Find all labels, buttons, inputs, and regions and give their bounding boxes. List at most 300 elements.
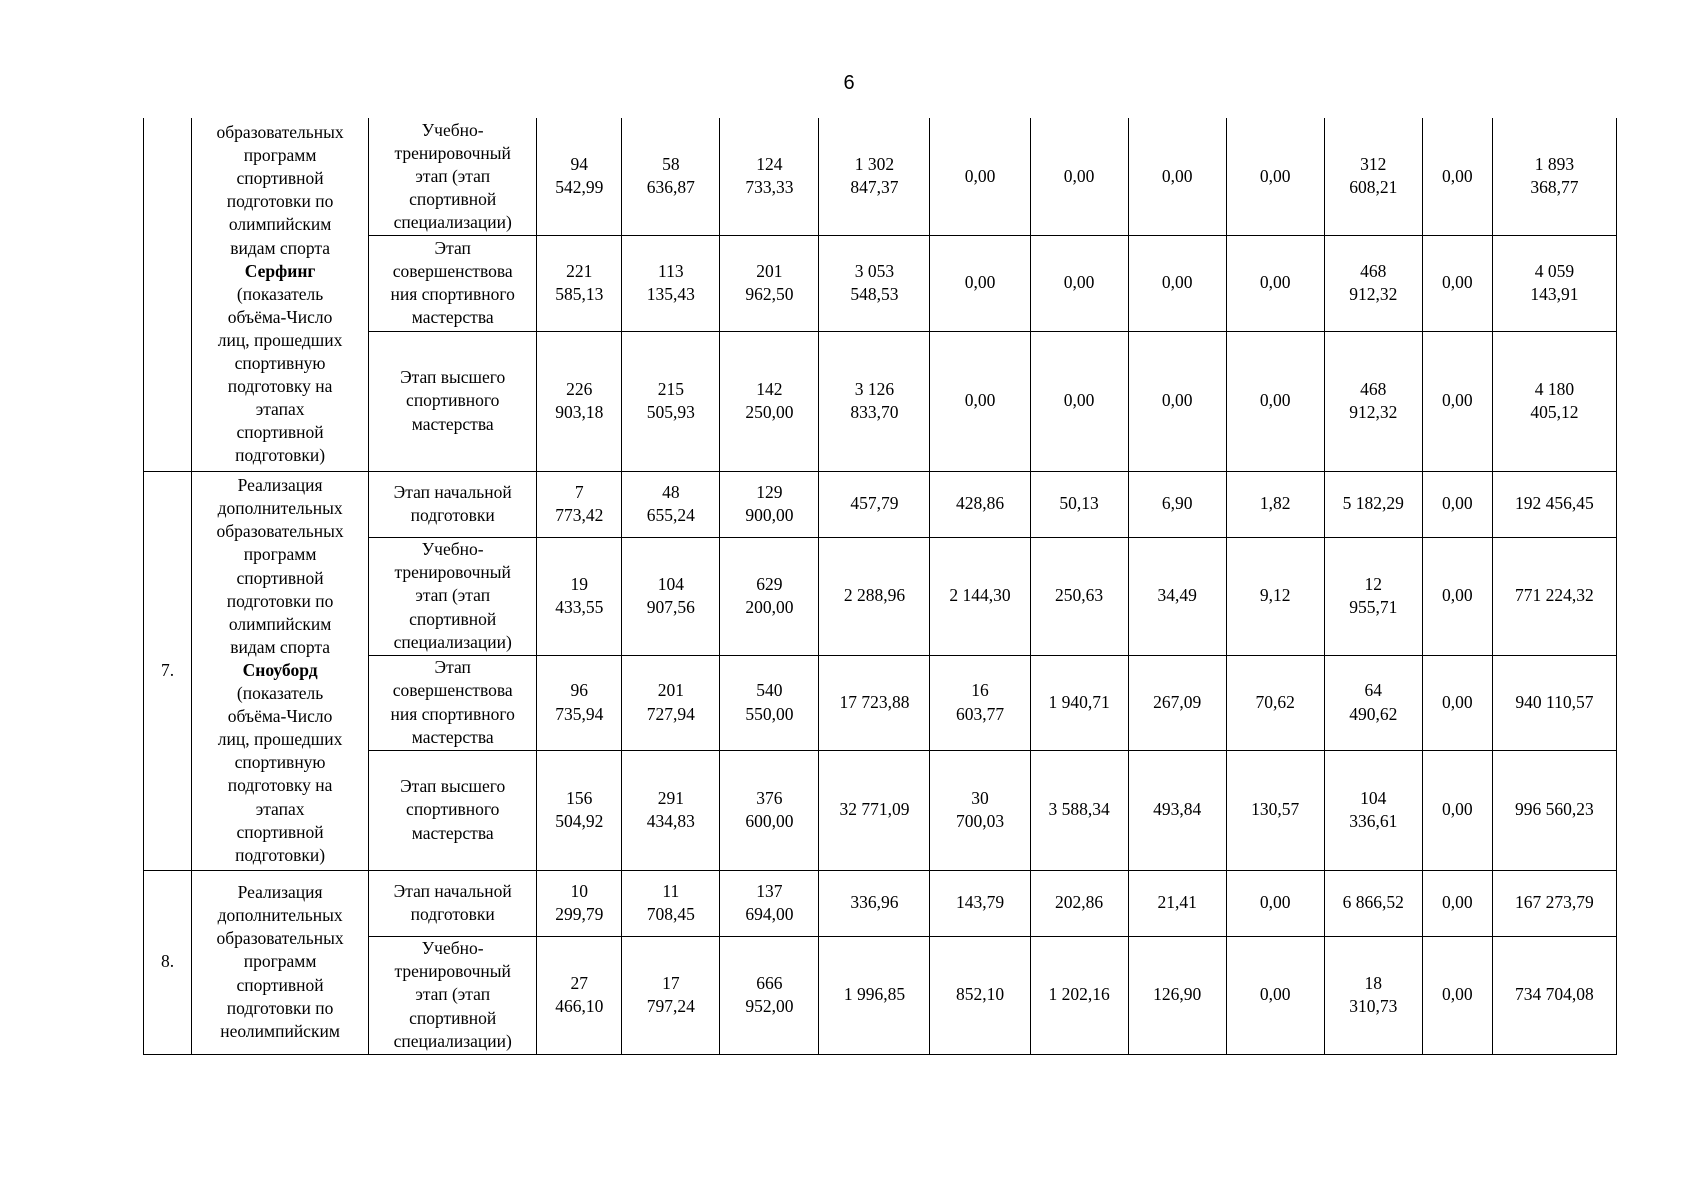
value-text: 0,00 — [1259, 984, 1291, 1005]
value-text: 1 996,85 — [843, 984, 906, 1005]
value-cell — [930, 537, 1030, 655]
value-text: 167 273,79 — [1515, 892, 1594, 913]
stage-text-line: мастерства — [411, 307, 494, 328]
table-body — [144, 118, 1617, 1054]
value-cell — [1492, 936, 1616, 1054]
value-cell — [1128, 750, 1226, 870]
value-cell — [1324, 118, 1422, 235]
stage-text-line: совершенствова — [392, 260, 513, 281]
stage-text-line: тренировочный — [394, 961, 511, 982]
value-text: 457,79 — [850, 493, 899, 514]
value-text: 58 — [662, 154, 680, 175]
value-text: 142 — [756, 378, 783, 399]
value-text: 250,00 — [745, 402, 794, 422]
stage-name — [369, 655, 537, 750]
stage-text-line: спортивного — [406, 390, 500, 411]
value-text: 940 110,57 — [1515, 691, 1594, 712]
value-text: 312 — [1360, 154, 1387, 175]
stage-text-line: ния спортивного — [390, 284, 515, 304]
value-cell — [1226, 331, 1324, 471]
value-cell — [537, 331, 622, 471]
value-cell — [1324, 936, 1422, 1054]
stage-text-line: спортивной — [409, 188, 497, 209]
value-text: 215 — [657, 378, 684, 399]
value-cell — [1128, 471, 1226, 537]
value-text: 1 893 — [1534, 154, 1575, 175]
stage-name — [369, 870, 537, 936]
value-text: 201 — [657, 680, 684, 701]
value-cell — [622, 118, 720, 235]
value-cell — [720, 750, 819, 870]
value-text: 428,86 — [955, 493, 1005, 514]
stage-text-line: тренировочный — [394, 142, 511, 163]
value-text: 126,90 — [1153, 984, 1202, 1005]
stage-text-line: мастерства — [411, 726, 494, 747]
value-text: 903,18 — [555, 402, 604, 422]
stage-name — [369, 118, 537, 235]
program-text-line: дополнительных — [217, 498, 343, 519]
stage-text-line: Этап высшего — [400, 776, 506, 797]
value-cell — [1422, 471, 1492, 537]
program-text-line: спортивную — [234, 352, 326, 373]
value-cell — [1128, 870, 1226, 936]
value-text: 16 — [971, 680, 989, 701]
value-cell — [720, 537, 819, 655]
value-text: 21,41 — [1157, 892, 1197, 913]
value-cell — [819, 331, 930, 471]
value-cell — [622, 750, 720, 870]
value-text: 504,92 — [555, 811, 604, 831]
value-cell — [1226, 655, 1324, 750]
value-cell — [1030, 471, 1128, 537]
stage-text-line: мастерства — [411, 822, 494, 843]
program-text-line: спортивной — [236, 821, 324, 842]
value-text: 900,00 — [745, 505, 794, 525]
value-cell — [930, 118, 1030, 235]
value-text: 771 224,32 — [1515, 585, 1594, 606]
stage-text-line: подготовки — [410, 505, 495, 525]
value-text: 0,00 — [964, 165, 996, 186]
value-text: 11 — [662, 880, 680, 901]
value-text: 96 — [570, 680, 589, 701]
value-text: 156 — [566, 787, 593, 808]
value-cell — [1422, 750, 1492, 870]
program-text-line: подготовки по — [226, 590, 334, 611]
value-text: 700,03 — [955, 811, 1005, 831]
value-text: 267,09 — [1153, 691, 1202, 712]
value-cell — [819, 537, 930, 655]
value-cell — [1226, 118, 1324, 235]
value-text: 540 — [756, 680, 783, 701]
value-text: 19 — [570, 573, 589, 594]
value-text: 405,12 — [1530, 402, 1579, 422]
value-cell — [1128, 655, 1226, 750]
value-cell — [1030, 537, 1128, 655]
value-text: 636,87 — [646, 177, 695, 198]
value-text: 130,57 — [1251, 799, 1300, 820]
value-text: 466,10 — [555, 996, 604, 1016]
value-text: 18 — [1364, 972, 1383, 993]
stage-text-line: спортивной — [409, 1007, 497, 1028]
value-text: 0,00 — [1442, 493, 1473, 514]
value-text: 4 180 — [1534, 378, 1575, 399]
value-cell — [930, 655, 1030, 750]
value-text: 27 — [570, 972, 589, 993]
value-text: 6,90 — [1161, 493, 1193, 514]
value-cell — [1492, 118, 1616, 235]
value-cell — [819, 936, 930, 1054]
value-text: 50,13 — [1059, 493, 1099, 514]
value-cell — [930, 331, 1030, 471]
program-text-line: олимпийским — [228, 214, 332, 235]
value-cell — [1128, 936, 1226, 1054]
value-text: 773,42 — [555, 505, 604, 525]
value-text: 0,00 — [1161, 165, 1193, 186]
value-text: 548,53 — [850, 284, 899, 304]
value-text: 250,63 — [1055, 585, 1104, 606]
program-text-line: объёма-Число — [227, 706, 333, 727]
value-text: 996 560,23 — [1515, 799, 1594, 820]
value-cell — [720, 936, 819, 1054]
page-number: 6 — [843, 72, 855, 94]
value-text: 192 456,45 — [1515, 493, 1594, 514]
value-cell — [1324, 750, 1422, 870]
program-text-line: образовательных — [216, 521, 344, 542]
value-cell — [720, 331, 819, 471]
value-cell — [1324, 537, 1422, 655]
value-cell — [1324, 235, 1422, 331]
program-text-line: образовательных — [216, 122, 344, 143]
value-cell — [1226, 471, 1324, 537]
value-text: 0,00 — [1259, 165, 1291, 186]
value-cell — [1030, 750, 1128, 870]
value-cell — [1324, 655, 1422, 750]
value-text: 433,55 — [555, 597, 604, 617]
row-index: 7. — [144, 471, 192, 870]
program-text-line: подготовки по — [226, 191, 334, 212]
value-cell — [819, 118, 930, 235]
stage-text-line: совершенствова — [392, 680, 513, 701]
value-text: 797,24 — [646, 996, 695, 1016]
value-text: 493,84 — [1153, 799, 1202, 820]
stage-text-line: Этап — [434, 657, 471, 678]
stage-text-line: подготовки — [410, 904, 495, 924]
value-cell — [622, 331, 720, 471]
value-cell — [720, 235, 819, 331]
value-text: 955,71 — [1349, 597, 1398, 617]
value-cell — [537, 235, 622, 331]
program-text-line: программ — [243, 145, 317, 166]
value-text: 0,00 — [1259, 390, 1291, 411]
stage-text-line: Учебно- — [421, 539, 484, 560]
value-cell — [819, 655, 930, 750]
value-cell — [1030, 655, 1128, 750]
value-text: 0,00 — [964, 390, 996, 411]
value-cell — [1226, 537, 1324, 655]
value-text: 0,00 — [1161, 272, 1193, 293]
value-text: 550,00 — [745, 703, 794, 724]
program-text-line: образовательных — [216, 928, 344, 949]
value-text: 847,37 — [850, 177, 899, 198]
value-text: 34,49 — [1157, 585, 1197, 606]
value-cell — [1226, 750, 1324, 870]
value-text: 542,99 — [555, 177, 604, 198]
value-text: 336,61 — [1349, 811, 1398, 831]
value-text: 0,00 — [1442, 585, 1473, 606]
value-cell — [1422, 537, 1492, 655]
value-cell — [1324, 331, 1422, 471]
value-text: 104 — [1360, 787, 1387, 808]
value-cell — [1492, 870, 1616, 936]
stage-text-line: спортивного — [406, 799, 500, 820]
program-text-line: лиц, прошедших — [217, 329, 343, 350]
value-text: 0,00 — [1063, 390, 1095, 411]
stage-text-line: Этап начальной — [393, 880, 512, 901]
value-text: 1 202,16 — [1048, 984, 1110, 1005]
stage-text-line: специализации) — [393, 631, 512, 652]
row-index — [144, 118, 192, 471]
stage-text-line: Этап начальной — [393, 481, 512, 502]
program-text-line: объёма-Число — [227, 306, 333, 327]
value-text: 2 144,30 — [949, 585, 1011, 606]
value-text: 94 — [570, 154, 589, 175]
program-text-line: спортивную — [234, 752, 326, 773]
value-text: 708,45 — [646, 904, 695, 924]
value-text: 600,00 — [745, 811, 794, 831]
program-text-line: Реализация — [237, 475, 323, 496]
value-text: 64 — [1364, 680, 1383, 701]
value-text: 202,86 — [1055, 892, 1104, 913]
value-cell — [622, 471, 720, 537]
value-text: 833,70 — [850, 402, 899, 422]
value-cell — [1492, 471, 1616, 537]
value-cell — [1128, 537, 1226, 655]
program-text-line: подготовки) — [235, 445, 326, 466]
program-text-line: спортивной — [236, 422, 324, 443]
value-text: 735,94 — [555, 703, 604, 724]
value-text: 490,62 — [1349, 703, 1398, 724]
value-text: 17 — [662, 972, 680, 993]
value-text: 0,00 — [1442, 799, 1473, 820]
value-text: 104 — [657, 573, 684, 594]
program-description — [192, 118, 369, 471]
budget-table — [143, 118, 1617, 1055]
value-cell — [1030, 870, 1128, 936]
stage-text-line: Этап — [434, 237, 471, 258]
value-text: 962,50 — [745, 284, 794, 304]
stage-text-line: специализации) — [393, 1030, 512, 1051]
value-text: 4 059 — [1534, 260, 1575, 281]
program-text-line: этапах — [255, 399, 305, 420]
program-text-line: неолимпийским — [220, 1020, 340, 1041]
value-text: 3 588,34 — [1048, 799, 1110, 820]
value-cell — [537, 750, 622, 870]
value-text: 143,79 — [955, 892, 1005, 913]
program-text-line: подготовки) — [235, 844, 326, 865]
table-row — [144, 118, 1617, 235]
value-text: 912,32 — [1349, 402, 1398, 422]
sport-name: Сноуборд — [242, 659, 318, 680]
program-description — [192, 471, 369, 870]
value-text: 0,00 — [1259, 272, 1291, 293]
value-text: 368,77 — [1530, 177, 1579, 198]
value-cell — [1128, 118, 1226, 235]
value-cell — [1226, 870, 1324, 936]
value-text: 907,56 — [646, 597, 695, 617]
stage-text-line: ния спортивного — [390, 703, 515, 724]
table-row — [144, 471, 1617, 537]
program-text-line: Реализация — [237, 882, 323, 903]
value-text: 3 126 — [854, 378, 895, 399]
value-cell — [537, 537, 622, 655]
value-text: 2 288,96 — [843, 585, 906, 606]
program-text-line: спортивной — [236, 974, 324, 995]
stage-text-line: Учебно- — [421, 938, 484, 959]
value-text: 1 302 — [854, 154, 895, 175]
value-cell — [1128, 331, 1226, 471]
value-text: 734 704,08 — [1515, 984, 1594, 1005]
value-text: 0,00 — [1161, 390, 1193, 411]
value-text: 6 866,52 — [1342, 892, 1404, 913]
value-text: 7 — [574, 481, 584, 502]
stage-text-line: этап (этап — [415, 984, 491, 1005]
value-cell — [1422, 331, 1492, 471]
value-text: 310,73 — [1349, 996, 1398, 1016]
value-text: 291 — [657, 787, 684, 808]
value-text: 0,00 — [1442, 984, 1473, 1005]
value-cell — [819, 750, 930, 870]
value-cell — [819, 870, 930, 936]
program-text-line: программ — [243, 951, 317, 972]
value-text: 852,10 — [955, 984, 1005, 1005]
value-cell — [1226, 936, 1324, 1054]
value-text: 0,00 — [1063, 165, 1095, 186]
value-text: 629 — [756, 573, 783, 594]
value-text: 143,91 — [1530, 284, 1579, 304]
program-text-line: спортивной — [236, 168, 324, 189]
value-cell — [720, 471, 819, 537]
value-text: 221 — [566, 260, 593, 281]
value-text: 505,93 — [646, 402, 695, 422]
program-text-line: дополнительных — [217, 905, 343, 926]
value-text: 468 — [1360, 260, 1387, 281]
value-cell — [1492, 235, 1616, 331]
value-cell — [720, 870, 819, 936]
value-cell — [1492, 537, 1616, 655]
program-text-line: подготовку на — [227, 376, 333, 397]
row-index: 8. — [144, 870, 192, 1054]
value-text: 0,00 — [1442, 691, 1473, 712]
table-row — [144, 870, 1617, 936]
value-text: 434,83 — [646, 811, 695, 831]
stage-name — [369, 750, 537, 870]
value-text: 48 — [662, 481, 680, 502]
value-text: 694,00 — [745, 904, 794, 924]
stage-text-line: специализации) — [393, 211, 512, 232]
program-text-line: лиц, прошедших — [217, 729, 343, 750]
value-cell — [1422, 655, 1492, 750]
value-cell — [930, 471, 1030, 537]
stage-text-line: этап (этап — [415, 585, 491, 606]
value-text: 952,00 — [745, 996, 794, 1016]
stage-name — [369, 235, 537, 331]
value-cell — [1030, 118, 1128, 235]
value-text: 0,00 — [1063, 272, 1095, 293]
program-text-line: олимпийским — [228, 613, 332, 634]
value-text: 113 — [658, 260, 684, 281]
value-cell — [622, 870, 720, 936]
value-cell — [1422, 118, 1492, 235]
value-cell — [720, 655, 819, 750]
stage-name — [369, 537, 537, 655]
stage-text-line: мастерства — [411, 413, 494, 434]
program-text-line: подготовку на — [227, 775, 333, 796]
value-text: 0,00 — [1442, 165, 1473, 186]
value-cell — [930, 936, 1030, 1054]
value-cell — [930, 870, 1030, 936]
value-text: 137 — [756, 880, 783, 901]
value-cell — [819, 471, 930, 537]
value-cell — [930, 750, 1030, 870]
value-cell — [930, 235, 1030, 331]
program-text-line: (показатель — [236, 683, 324, 704]
value-cell — [622, 235, 720, 331]
program-text-line: (показатель — [236, 283, 324, 304]
value-text: 0,00 — [1442, 892, 1473, 913]
value-text: 0,00 — [1259, 892, 1291, 913]
value-cell — [1030, 331, 1128, 471]
value-cell — [1422, 870, 1492, 936]
value-text: 10 — [570, 880, 589, 901]
value-text: 0,00 — [1442, 272, 1473, 293]
value-text: 655,24 — [646, 505, 695, 525]
value-cell — [720, 118, 819, 235]
value-text: 468 — [1360, 378, 1387, 399]
value-text: 226 — [566, 378, 593, 399]
value-text: 1,82 — [1259, 493, 1291, 514]
value-cell — [537, 471, 622, 537]
value-text: 32 771,09 — [839, 799, 910, 820]
program-description — [192, 870, 369, 1054]
value-text: 0,00 — [1442, 390, 1473, 411]
stage-text-line: тренировочный — [394, 562, 511, 583]
value-text: 5 182,29 — [1342, 493, 1404, 514]
sport-name: Серфинг — [244, 260, 316, 281]
program-text-line: видам спорта — [230, 237, 330, 258]
value-text: 129 — [756, 481, 783, 502]
stage-text-line: Учебно- — [421, 119, 484, 140]
value-text: 9,12 — [1259, 585, 1291, 606]
value-cell — [1128, 235, 1226, 331]
program-text-line: подготовки по — [226, 997, 334, 1018]
value-cell — [622, 537, 720, 655]
program-text-line: спортивной — [236, 567, 324, 588]
value-text: 727,94 — [646, 703, 695, 724]
value-text: 135,43 — [646, 284, 695, 304]
program-text-line: программ — [243, 544, 317, 565]
value-text: 1 940,71 — [1048, 691, 1110, 712]
value-cell — [1324, 471, 1422, 537]
value-text: 3 053 — [854, 260, 895, 281]
value-text: 585,13 — [555, 284, 604, 304]
value-text: 912,32 — [1349, 284, 1398, 304]
value-cell — [819, 235, 930, 331]
value-cell — [622, 655, 720, 750]
stage-text-line: Этап высшего — [400, 367, 506, 388]
value-text: 336,96 — [850, 892, 899, 913]
value-text: 30 — [971, 787, 989, 808]
value-cell — [1492, 331, 1616, 471]
